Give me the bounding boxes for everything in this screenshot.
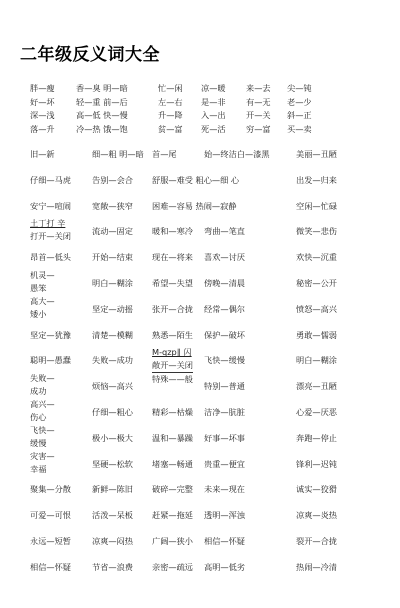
antonym-pair: 买—卖 bbox=[287, 123, 312, 134]
table-row bbox=[0, 140, 400, 168]
antonym-pair: 困难—容易 热闹—寂静 bbox=[152, 200, 237, 211]
antonym-line-bottom: 幸福 bbox=[30, 463, 47, 474]
antonym-line-bottom: 伤心 bbox=[30, 412, 47, 422]
antonym-pair: 香—臭 明—暗 bbox=[76, 83, 128, 93]
antonym-pair bbox=[30, 424, 55, 452]
antonym-pair: 细—粗 明—暗 bbox=[92, 149, 144, 159]
antonym-pair: 旧—新 bbox=[30, 149, 55, 159]
antonym-pair: 是—非 bbox=[201, 96, 226, 107]
antonym-line-bottom: 敞开—关闭 bbox=[152, 360, 193, 371]
antonym-pair: 暖和—寒冷 bbox=[152, 226, 193, 237]
antonym-pair: 来—去 bbox=[246, 83, 271, 93]
antonym-pair: 凉爽—炎热 bbox=[296, 510, 337, 521]
antonym-pair: 穷—富 bbox=[246, 123, 271, 134]
antonym-pair: 透明—浑浊 bbox=[204, 510, 245, 521]
table-row bbox=[0, 424, 400, 452]
antonym-pair: 美丽—丑陋 bbox=[296, 149, 337, 159]
antonym-pair: 明白—糊涂 bbox=[92, 278, 133, 288]
antonym-line-bottom: 成功 bbox=[30, 386, 47, 397]
antonym-pair: 愤怒—高兴 bbox=[296, 303, 337, 314]
antonym-line-top: 灾害— bbox=[30, 450, 55, 461]
antonym-pair bbox=[152, 372, 193, 400]
antonym-pair: 热闹—冷清 bbox=[296, 561, 337, 572]
antonym-line-top: 失败— bbox=[30, 373, 55, 384]
antonym-pair: 出发—归来 bbox=[296, 174, 337, 185]
antonym-pair bbox=[30, 295, 55, 323]
antonym-pair: 流动—固定 bbox=[92, 226, 133, 237]
antonym-pair: 舒服—难受 粗心—细 心 bbox=[152, 174, 240, 185]
antonym-pair: 深—浅 bbox=[30, 110, 55, 120]
antonym-pair: 始—终洁白—漆黑 bbox=[204, 149, 270, 159]
antonym-line-bottom: 打开—关闭 bbox=[30, 231, 71, 242]
antonym-pair: 斜—正 bbox=[287, 110, 312, 120]
antonym-pair: 赶紧—拖延 bbox=[152, 510, 193, 521]
antonym-pair: 现在—将来 bbox=[152, 252, 193, 263]
antonym-pair: 奔跑—停止 bbox=[296, 432, 337, 443]
antonym-pair: 希望—失望 bbox=[152, 278, 193, 288]
table-row bbox=[0, 295, 400, 323]
antonym-pair: 宽敞—狭窄 bbox=[92, 200, 133, 211]
antonym-pair: 仔细—马虎 bbox=[30, 174, 71, 185]
antonym-pair: 清楚—模糊 bbox=[92, 329, 133, 340]
antonym-pair: 节省—浪费 bbox=[92, 561, 133, 572]
antonym-line-bottom: 矮小 bbox=[30, 308, 47, 319]
antonym-pair: 明白—糊涂 bbox=[296, 355, 337, 366]
antonym-pair: 老—少 bbox=[287, 96, 312, 107]
antonym-pair: 左—右 bbox=[158, 96, 183, 107]
antonym-pair: 洁净—肮脏 bbox=[204, 407, 245, 417]
antonym-pair: 冷—热 饿—饱 bbox=[76, 123, 128, 134]
table-row bbox=[0, 450, 400, 478]
antonym-pair: 聪明—愚蠢 bbox=[30, 355, 71, 366]
antonym-pair: 昂首—低头 bbox=[30, 252, 71, 263]
antonym-pair: 忙—闲 bbox=[158, 83, 183, 93]
page-title: 二年级反义词大全 bbox=[20, 45, 160, 65]
antonym-pair: 失败—成功 bbox=[92, 355, 133, 366]
antonym-pair: 微笑—悲伤 bbox=[296, 226, 337, 237]
antonym-pair: 新鲜—陈旧 bbox=[92, 484, 133, 495]
antonym-pair bbox=[30, 269, 55, 297]
table-row bbox=[0, 192, 400, 220]
table-row bbox=[0, 269, 400, 297]
antonym-pair: 贫—富 bbox=[158, 123, 183, 134]
antonym-line-top: 土丁打 辛 bbox=[30, 218, 66, 229]
table-row bbox=[0, 217, 400, 245]
antonym-pair: 温和—暴躁 bbox=[152, 432, 193, 443]
antonym-pair: 傍晚—清晨 bbox=[204, 278, 245, 288]
table-row bbox=[0, 346, 400, 374]
antonym-pair: 张开—合拢 bbox=[152, 303, 193, 314]
antonym-pair: 弯曲—笔直 bbox=[204, 226, 245, 237]
antonym-pair: 仔细—粗心 bbox=[92, 407, 133, 417]
antonym-line-bottom: 缓慢 bbox=[30, 437, 47, 448]
antonym-pair: 欢快—沉重 bbox=[296, 252, 337, 263]
antonym-pair: 裂开—合拢 bbox=[296, 536, 337, 546]
antonym-pair: 广阔—狭小 bbox=[152, 536, 193, 546]
antonym-pair: 首—尾 bbox=[152, 149, 177, 159]
antonym-pair: 开始—结束 bbox=[92, 252, 133, 263]
antonym-pair: 凉爽—闷热 bbox=[92, 536, 133, 546]
antonym-pair: 诚实—狡猾 bbox=[296, 484, 337, 495]
antonym-pair: 好事—坏事 bbox=[204, 432, 245, 443]
antonym-line-top: 高兴— bbox=[30, 399, 55, 409]
antonym-line-top: 机灵— bbox=[30, 270, 55, 280]
antonym-pair: 贵重—便宜 bbox=[204, 458, 245, 469]
antonym-pair: 聚集—分散 bbox=[30, 484, 71, 495]
table-row bbox=[0, 527, 400, 555]
antonym-pair: 入—出 bbox=[201, 110, 226, 120]
antonym-pair: 未来—现在 bbox=[204, 484, 245, 495]
antonym-pair: 活泼—呆板 bbox=[92, 510, 133, 521]
antonym-pair: 漂亮—丑陋 bbox=[296, 381, 337, 392]
antonym-pair: 告别—会合 bbox=[92, 174, 133, 185]
table-row bbox=[0, 321, 400, 349]
table-row bbox=[0, 475, 400, 503]
antonym-pair: 尖—钝 bbox=[287, 83, 312, 93]
antonym-pair: 死—活 bbox=[201, 123, 226, 134]
antonym-pair: 落—升 bbox=[30, 123, 55, 134]
antonym-pair bbox=[30, 398, 55, 426]
antonym-pair: 高明—低劣 bbox=[204, 561, 245, 572]
antonym-pair: 坚硬—松软 bbox=[92, 458, 133, 469]
antonym-pair: 胖—瘦 bbox=[30, 83, 55, 93]
antonym-pair: 精彩—枯燥 bbox=[152, 407, 193, 417]
antonym-pair: 有—无 bbox=[246, 96, 271, 107]
table-row bbox=[0, 166, 400, 194]
table-row bbox=[0, 553, 400, 581]
antonym-pair: 经常—偶尔 bbox=[204, 303, 245, 314]
table-row bbox=[0, 398, 400, 426]
antonym-pair: 相信—怀疑 bbox=[204, 536, 245, 546]
antonym-pair: 勇敢—懦弱 bbox=[296, 329, 337, 340]
antonym-line-bottom: 特殊——般 bbox=[152, 374, 193, 385]
antonym-line-top: M-qzp∥ 闪 bbox=[152, 347, 192, 358]
antonym-pair: 轻—重 前—后 bbox=[76, 96, 128, 107]
antonym-pair: 高—低 快—慢 bbox=[76, 110, 128, 120]
antonym-pair bbox=[30, 450, 55, 478]
antonym-pair: 锋利—迟钝 bbox=[296, 458, 337, 469]
antonym-line-top: 飞快— bbox=[30, 424, 55, 435]
antonym-pair bbox=[152, 346, 193, 374]
antonym-pair: 开—关 bbox=[246, 110, 271, 120]
antonym-pair: 安宁—喧闹 bbox=[30, 200, 71, 211]
antonym-pair: 飞快—缓慢 bbox=[204, 355, 245, 366]
antonym-pair: 烦恼—高兴 bbox=[92, 381, 133, 392]
antonym-pair: 秘密—公开 bbox=[296, 278, 337, 288]
antonym-pair: 喜欢—讨厌 bbox=[204, 252, 245, 263]
antonym-pair: 破碎—完整 bbox=[152, 484, 193, 495]
antonym-pair: 保护—破坏 bbox=[204, 329, 245, 340]
antonym-pair: 堵塞—畅通 bbox=[152, 458, 193, 469]
antonym-pair: 凉—暖 bbox=[201, 83, 226, 93]
antonym-pair bbox=[30, 217, 71, 245]
antonym-pair: 特别—普通 bbox=[204, 381, 245, 392]
antonym-pair: 相信—怀疑 bbox=[30, 561, 71, 572]
antonym-pair: 可爱—可恨 bbox=[30, 510, 71, 521]
antonym-pair: 亲密—疏远 bbox=[152, 561, 193, 572]
antonym-pair: 空闲—忙碌 bbox=[296, 200, 337, 211]
antonym-pair: 心爱—厌恶 bbox=[296, 407, 337, 417]
antonym-pair: 升—降 bbox=[158, 110, 183, 120]
table-row bbox=[0, 501, 400, 529]
table-row bbox=[0, 243, 400, 271]
antonym-pair: 坚定—犹豫 bbox=[30, 329, 71, 340]
table-row bbox=[0, 372, 400, 400]
antonym-pair: 永远—短暂 bbox=[30, 536, 71, 546]
antonym-line-bottom: 愚笨 bbox=[30, 283, 47, 293]
antonym-pair: 坚定—动摇 bbox=[92, 303, 133, 314]
antonym-pair: 好—坏 bbox=[30, 96, 55, 107]
antonym-pair: 极小—极大 bbox=[92, 432, 133, 443]
antonym-pair: 熟悉—陌生 bbox=[152, 329, 193, 340]
antonym-line-top: 高大— bbox=[30, 295, 55, 306]
antonym-pair bbox=[30, 372, 55, 400]
